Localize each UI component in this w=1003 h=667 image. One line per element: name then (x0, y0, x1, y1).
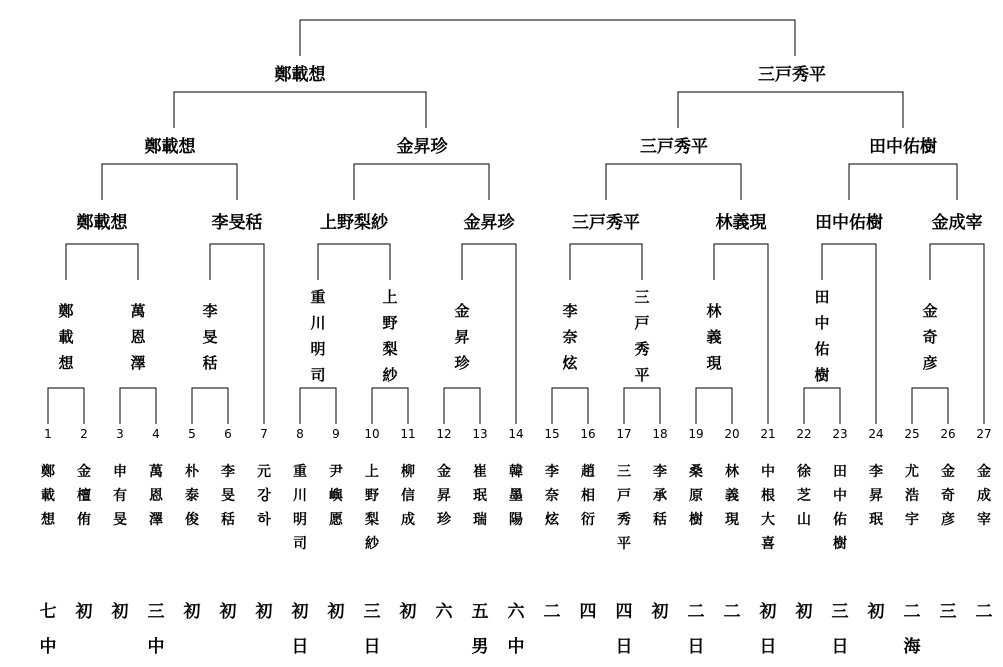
bracket-line-r1 (444, 388, 480, 424)
bracket-line-r1 (696, 388, 732, 424)
player-rank: 六 (435, 602, 453, 622)
player-country: 中 (147, 637, 165, 657)
player-country: 中 (39, 637, 57, 657)
seed-number: 13 (472, 427, 488, 441)
player-country: 日 (831, 637, 849, 657)
player-rank: 初 (291, 602, 309, 622)
player-name: 金成宰 (977, 464, 991, 528)
seed-number: 25 (904, 427, 920, 441)
player-rank: 六 (507, 602, 525, 622)
bracket-line-qf (354, 164, 489, 200)
seed-number: 23 (832, 427, 848, 441)
bracket-line-r1 (372, 388, 408, 424)
bracket-line-sf (174, 92, 426, 128)
player-country: 男 (471, 637, 489, 657)
round2-winner: 重川明司 (310, 288, 326, 384)
seed-number: 16 (580, 427, 596, 441)
seed-number: 22 (796, 427, 812, 441)
player-rank: 二 (975, 602, 993, 622)
quarterfinal-winner: 李旻秳 (211, 213, 263, 233)
seed-number: 6 (224, 427, 232, 441)
bracket-line-qf (606, 164, 741, 200)
semifinal-winner: 三戸秀平 (640, 137, 708, 157)
player-name: 桑原樹 (689, 464, 703, 528)
player-name: 中根大喜 (761, 464, 775, 552)
player-name: 李承秳 (653, 464, 667, 528)
seed-number: 9 (332, 427, 340, 441)
semifinal-winner: 金昇珍 (396, 137, 448, 157)
player-name: 柳信成 (401, 464, 415, 528)
player-rank: 三 (831, 602, 849, 622)
bracket-line-r2 (930, 244, 984, 424)
round2-winner: 上野梨紗 (382, 288, 398, 384)
player-rank: 初 (759, 602, 777, 622)
bracket-line-r2 (210, 244, 264, 424)
player-name: 李奈炫 (545, 464, 559, 528)
player-country: 日 (363, 637, 381, 657)
player-rank: 三 (363, 602, 381, 622)
player-name: 三戸秀平 (617, 464, 631, 552)
bracket-line-r2 (318, 244, 390, 280)
player-rank: 初 (399, 602, 417, 622)
player-name: 尹嶼愿 (329, 464, 343, 528)
quarterfinal-winner: 三戸秀平 (572, 213, 640, 233)
player-country: 海 (903, 637, 921, 657)
player-name: 申有旻 (113, 464, 127, 528)
bracket-line-r2 (822, 244, 876, 424)
round2-winner: 李奈炫 (562, 302, 578, 372)
round2-winner: 鄭載想 (58, 302, 74, 372)
semifinal-winner: 鄭載想 (144, 137, 196, 157)
player-rank: 初 (183, 602, 201, 622)
bracket-line-r2 (714, 244, 768, 424)
seed-number: 8 (296, 427, 304, 441)
seed-number: 1 (44, 427, 52, 441)
round2-winner: 田中佑樹 (814, 288, 830, 384)
seed-number: 10 (364, 427, 380, 441)
bracket-line-r1 (804, 388, 840, 424)
quarterfinal-winner: 林義現 (715, 213, 767, 233)
quarterfinal-winner: 上野梨紗 (320, 213, 388, 233)
player-name: 李旻秳 (221, 464, 235, 528)
bracket-line-r2 (570, 244, 642, 280)
player-name: 鄭載想 (41, 464, 55, 528)
seed-number: 2 (80, 427, 88, 441)
player-country: 日 (615, 637, 633, 657)
round2-winner: 三戸秀平 (634, 288, 650, 384)
player-rank: 四 (579, 602, 597, 622)
player-name: 崔珉瑞 (473, 464, 487, 528)
player-rank: 初 (111, 602, 129, 622)
bracket-line-r1 (912, 388, 948, 424)
player-rank: 二 (723, 602, 741, 622)
bracket-line-r1 (120, 388, 156, 424)
player-rank: 二 (687, 602, 705, 622)
seed-number: 11 (400, 427, 416, 441)
player-rank: 五 (471, 602, 489, 622)
quarterfinal-winner: 金成宰 (931, 213, 983, 233)
quarterfinal-winner: 鄭載想 (76, 213, 128, 233)
seed-number: 24 (868, 427, 884, 441)
player-country: 日 (291, 637, 309, 657)
player-rank: 七 (39, 602, 57, 622)
seed-number: 5 (188, 427, 196, 441)
player-name: 趙相衍 (581, 464, 595, 528)
seed-number: 12 (436, 427, 452, 441)
quarterfinal-winner: 金昇珍 (463, 213, 515, 233)
player-name: 朴泰俊 (185, 464, 199, 528)
round2-winner: 金昇珍 (454, 302, 470, 372)
seed-number: 27 (976, 427, 992, 441)
player-name: 上野梨紗 (365, 464, 379, 552)
seed-number: 26 (940, 427, 956, 441)
bracket-line-r1 (192, 388, 228, 424)
seed-number: 4 (152, 427, 160, 441)
player-rank: 初 (255, 602, 273, 622)
player-rank: 初 (795, 602, 813, 622)
round2-winner: 金奇彦 (922, 302, 938, 372)
bracket-line-sf (678, 92, 903, 128)
player-rank: 二 (903, 602, 921, 622)
player-name: 徐芝山 (797, 464, 811, 528)
player-name: 金昇珍 (437, 464, 451, 528)
player-rank: 初 (75, 602, 93, 622)
player-name: 金檀侑 (77, 464, 91, 528)
player-name: 林義現 (725, 464, 739, 528)
seed-number: 15 (544, 427, 560, 441)
player-rank: 四 (615, 602, 633, 622)
player-country: 中 (507, 637, 525, 657)
bracket-line-r1 (300, 388, 336, 424)
player-name: 尤浩宇 (905, 464, 919, 528)
round2-winner: 李旻秳 (202, 302, 218, 372)
bracket-line-qf (102, 164, 237, 200)
player-rank: 初 (651, 602, 669, 622)
player-rank: 初 (219, 602, 237, 622)
player-name: 萬恩澤 (149, 464, 163, 528)
seed-number: 21 (760, 427, 776, 441)
seed-number: 17 (616, 427, 632, 441)
quarterfinal-winner: 田中佑樹 (815, 213, 883, 233)
player-name: 李昇珉 (869, 464, 883, 528)
bracket-line-r1 (552, 388, 588, 424)
semifinal-winner: 田中佑樹 (869, 137, 937, 157)
seed-number: 3 (116, 427, 124, 441)
bracket-line-r2 (462, 244, 516, 424)
player-country: 日 (759, 637, 777, 657)
round2-winner: 林義現 (706, 302, 722, 372)
player-rank: 初 (327, 602, 345, 622)
finalist: 鄭載想 (274, 65, 326, 85)
player-rank: 三 (147, 602, 165, 622)
player-name: 韓墨陽 (509, 464, 523, 528)
player-name: 田中佑樹 (833, 464, 847, 552)
round2-winner: 萬恩澤 (130, 302, 146, 372)
bracket-line-final (300, 20, 795, 56)
bracket-line-qf (849, 164, 957, 200)
bracket-line-r2 (66, 244, 138, 280)
bracket-line-r1 (48, 388, 84, 424)
seed-number: 14 (508, 427, 524, 441)
player-rank: 初 (867, 602, 885, 622)
seed-number: 7 (260, 427, 268, 441)
seed-number: 19 (688, 427, 704, 441)
bracket-line-r1 (624, 388, 660, 424)
seed-number: 18 (652, 427, 668, 441)
player-name: 金奇彦 (941, 464, 955, 528)
seed-number: 20 (724, 427, 740, 441)
player-rank: 二 (543, 602, 561, 622)
player-name: 元 강 하 (257, 464, 271, 528)
player-name: 重川明司 (293, 464, 307, 552)
player-country: 日 (687, 637, 705, 657)
player-rank: 三 (939, 602, 957, 622)
finalist: 三戸秀平 (758, 65, 826, 85)
